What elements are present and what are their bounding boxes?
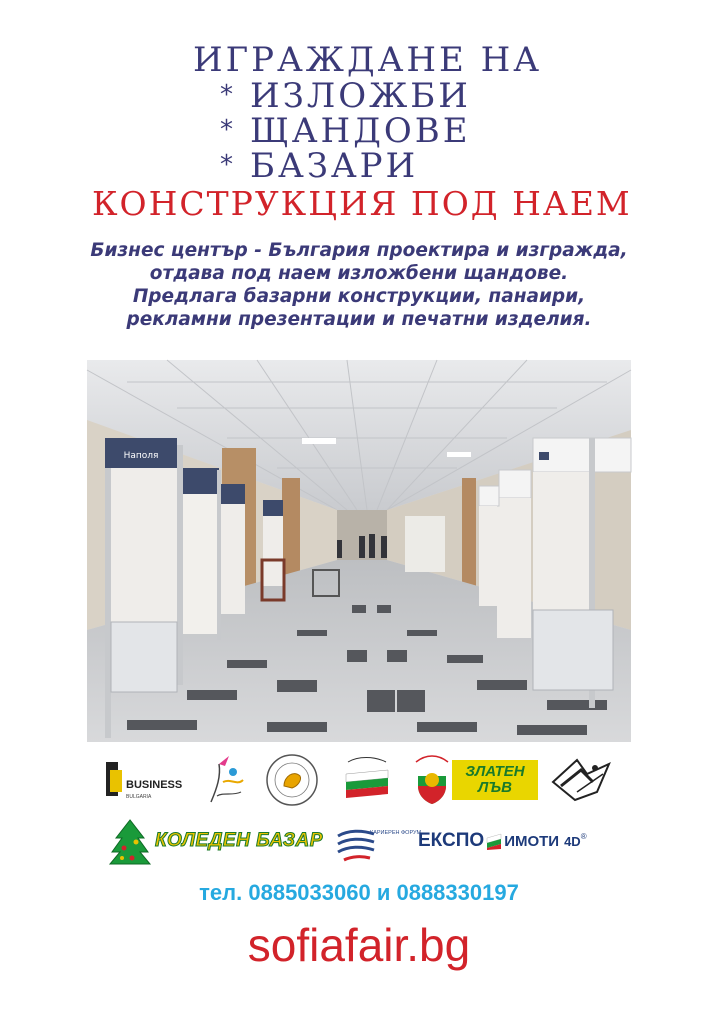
made-in-bulgaria-seal-icon xyxy=(264,752,320,808)
expo-label: ЕКСПО xyxy=(418,830,485,851)
partner-logos-row-2 xyxy=(0,818,718,868)
heading-item-stands xyxy=(220,111,471,151)
fashion-figure-logo-icon xyxy=(203,752,249,806)
description-line-4: рекламни презентации и печатни изделия. xyxy=(126,309,592,330)
description-line-1: Бизнес център - България проектира и изгражда, xyxy=(90,240,628,261)
exhibition-hall-illustration xyxy=(87,360,631,742)
christmas-bazaar-logo xyxy=(150,826,328,856)
website-url[interactable]: sofiafair.bg xyxy=(247,919,471,971)
artistic-logo xyxy=(547,752,617,808)
bulgarian-flag-swoosh-icon xyxy=(485,832,503,850)
heading-item-bazaars xyxy=(220,146,418,186)
golden-lion-logo xyxy=(452,760,538,800)
fashion-logo xyxy=(203,752,249,806)
four-d-label: 4D xyxy=(564,833,581,849)
heading-item-exhibitions xyxy=(220,76,471,116)
bullet-star-icon: * xyxy=(220,115,236,145)
expo-imoti-logo xyxy=(418,826,612,856)
heading-item-label: БАЗАРИ xyxy=(250,146,419,186)
heading-item-label: ИЗЛОЖБИ xyxy=(250,76,471,116)
christmas-bazaar-label: КОЛЕДЕН БАЗАР xyxy=(155,830,323,851)
business-center-sub: BULGARIA xyxy=(126,794,152,800)
business-center-logo-icon xyxy=(104,758,182,802)
booth-sign: Наполя xyxy=(123,451,159,461)
business-center-name: BUSINESS xyxy=(126,779,183,791)
business-center-logo xyxy=(104,758,182,802)
registered-mark: ® xyxy=(580,831,587,841)
career-forum-logo xyxy=(334,822,422,866)
rent-heading: КОНСТРУКЦИЯ ПОД НАЕМ xyxy=(92,184,632,223)
career-forum-label: КАРИЕРЕН ФОРУМ xyxy=(370,830,422,836)
phone-numbers: тел. 0885033060 и 0888330197 xyxy=(199,880,519,905)
christmas-tree-icon xyxy=(110,818,150,868)
description-line-3: Предлага базарни конструкции, панаири, xyxy=(132,286,586,307)
partner-logos-row-1 xyxy=(0,752,718,814)
artistic-logo-icon xyxy=(547,752,617,808)
best-of-bulgaria-logo-icon xyxy=(338,752,396,806)
bullet-star-icon: * xyxy=(220,150,236,180)
heading-line-1: ИГРАЖДАНЕ НА xyxy=(193,40,543,80)
imoti-label: ИМОТИ xyxy=(504,832,560,850)
best-of-bulgaria-logo xyxy=(338,752,396,806)
golden-lion-label: ЗЛАТЕН ЛЪВ xyxy=(465,763,525,796)
made-in-bulgaria-logo xyxy=(264,752,320,808)
recommended-lion-logo xyxy=(412,754,452,806)
christmas-tree-logo xyxy=(110,818,150,868)
bullet-star-icon: * xyxy=(220,80,236,110)
career-forum-logo-icon xyxy=(334,822,422,866)
description-line-2: отдава под наем изложбени щандове. xyxy=(149,263,569,284)
heading-item-label: ЩАНДОВЕ xyxy=(250,111,471,151)
recommended-lion-shield-icon xyxy=(412,754,452,806)
exhibition-hall-photo xyxy=(87,360,631,742)
